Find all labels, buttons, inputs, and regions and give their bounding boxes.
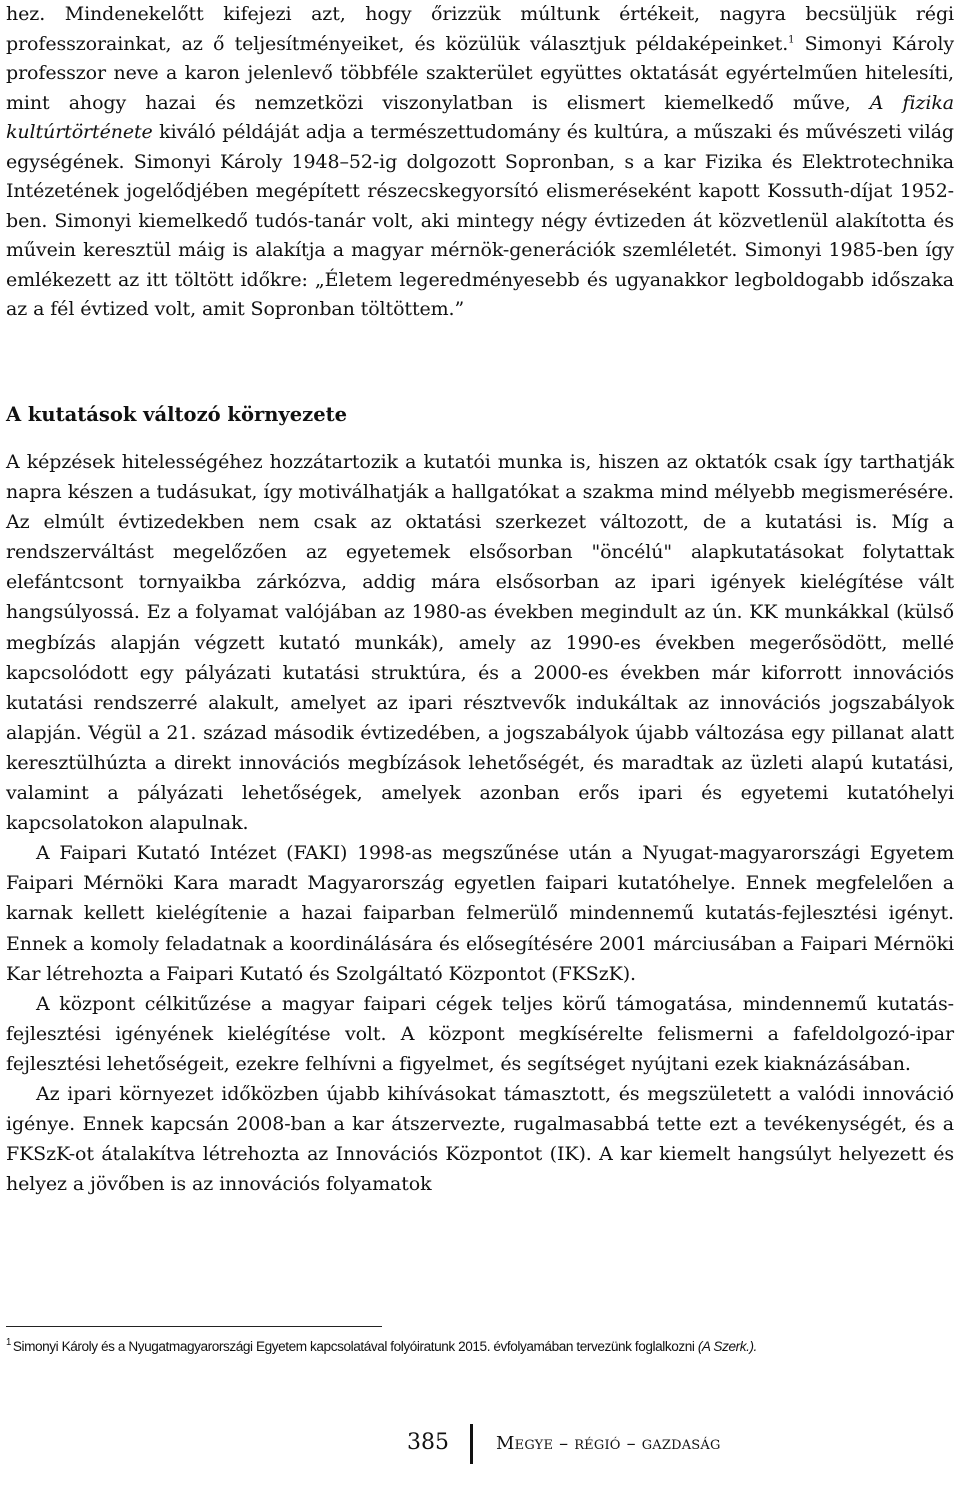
footnote-editor-note: (A Szerk.).: [697, 1339, 757, 1355]
page-footer: [0, 1424, 960, 1464]
body-paragraph-5: Az ipari környezet időközben újabb kihívásokat támasztott, és megszületett a valódi innováció igénye. Ennek kapcsán 2008-ban a kar átszervezte, rugalmasabbá tette ezt a tevékenységét, és a FKSzK-ot átalakítva létrehozta az Innovációs Központot (IK). A kar kiemelt hangsúlyt helyezett és helyez a jövőben is az innovációs folyamatok: [6, 1082, 954, 1196]
body-paragraph-2: A képzések hitelességéhez hozzátartozik a kutatói munka is, hiszen az oktatók csak így tarthatják napra készen a tudásukat, így motiválhatják a hallgatókat a szakma mind mélyebb megismerésére. Az elmúlt évtizedekben nem csak az oktatási szerkezet változott, de a kutatási is. Míg a rendszerváltást megelőzően az egyetemek elsősorban "öncélú" alapkutatásokat folytattak elefántcsont tornyaikba zárkózva, addig mára elsősorban az ipari igények kielégítése vált hangsúlyossá. Ez a folyamat valójában az 1980-as években megindult az ún. KK munkákkal (külső megbízás alapján végzett kutató munkák), amely az 1990-es években megerősödött, mellé kapcsolódott egy pályázati kutatási struktúra, és a 2000-es években már kiforrott innovációs kutatási rendszerré alakult, amelyet az ipari résztvevők indukáltak az innovációs jogszabályok alapján. Végül a 21. század második évtizedében, a jogszabályok újabb változása egy pillanat alatt keresztülhúzta a direkt innovációs megbízások lehetőségét, és maradtak az üzleti alapú kutatási, valamint a pályázati lehetőségek, amelyek azonban erős ipari és egyetemi kutatóhelyi kapcsolatokon alapulnak.: [6, 451, 954, 835]
footnote: [6, 1339, 916, 1355]
footnote-reference[interactable]: 1: [788, 34, 795, 46]
section-heading: A kutatások változó környezete: [6, 403, 348, 426]
body-paragraph-3: A Faipari Kutató Intézet (FAKI) 1998-as megszűnése után a Nyugat-magyarországi Egyetem Faipari Mérnöki Kara maradt Magyarország egyetlen faipari kutatóhelye. Ennek megfelelően a karnak kellett kielégítenie a hazai faiparban felmerülő mindennemű kutatás-fejlesztési igényt. Ennek a komoly feladatnak a koordinálására és elősegítésére 2001 márciusában a Faipari Mérnöki Kar létrehozta a Faipari Kutató és Szolgáltató Központot (FKSzK).: [6, 842, 954, 985]
section-body: [6, 447, 954, 1199]
page-number: 385: [407, 1430, 449, 1455]
footer-divider: [470, 1424, 473, 1464]
body-paragraph-4: A központ célkitűzése a magyar faipari cégek teljes körű támogatása, mindennemű kutatás-fejlesztési igényének kielégítése volt. A központ megkísérelte felismerni a fafeldolgozó-ipar fejlesztési lehetőségeit, ezekre felhívni a figyelmet, és segítséget nyújtani ezek kiaknázásában.: [6, 992, 954, 1075]
footnote-divider: [6, 1326, 382, 1327]
body-paragraph-1: [6, 0, 954, 325]
journal-title: Megye – régió – gazdaság: [496, 1433, 721, 1454]
paragraph-1-text-middle: Simonyi Károly professzor neve a karon jelenlevő többféle szakterület együttes oktatását egyértelműen hitelesíti, mint ahogy hazai és nemzetközi viszonylatban is elismert kiemelkedő műve,: [6, 32, 955, 114]
book-title-italic: A fizika kultúrtörténete: [6, 91, 954, 143]
paragraph-1-text-start: hez. Mindenekelőtt kifejezi azt, hogy őrizzük múltunk értékeit, nagyra becsüljük régi professzorainkat, az ő teljesítményeiket, és közülük választjuk példaképeinket.: [6, 3, 954, 55]
footnote-text: Simonyi Károly és a Nyugatmagyarországi Egyetem kapcsolatával folyóiratunk 2015. évfolyamában tervezünk foglalkozni: [12, 1339, 698, 1355]
footnote-marker: 1: [6, 1337, 11, 1349]
paragraph-1-text-end: kiváló példáját adja a természettudomány és kultúra, a műszaki és művészeti világ egységének. Simonyi Károly 1948–52-ig dolgozott Sopronban, s a kar Fizika és Elektrotechnika Intézetének jogelődjében megépített részecskegyorsító elismeréseként kapott Kossuth-díjat 1952-ben. Simonyi kiemelkedő tudós-tanár volt, aki mintegy négy évtizeden át közvetlenül alakította és művein keresztül máig is alakítja a magyar mérnök-generációk szemléletét. Simonyi 1985-ben így emlékezett az itt töltött időkre: „Életem legeredményesebb és ugyanakkor legboldogabb időszaka az a fél évtized volt, amit Sopronban töltöttem.”: [6, 121, 954, 320]
